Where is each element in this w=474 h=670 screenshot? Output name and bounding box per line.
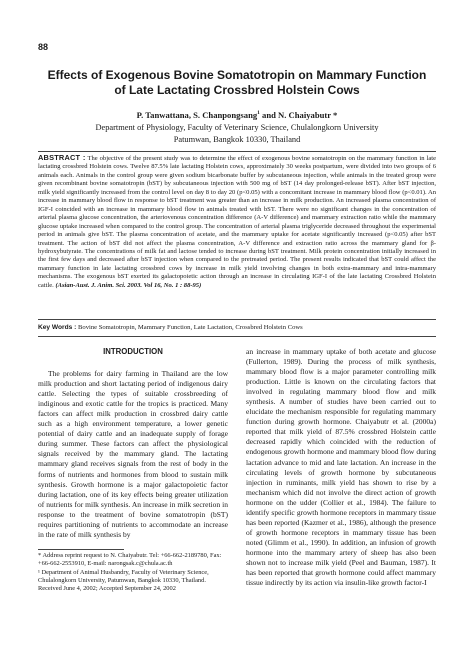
page-number: 88 (38, 42, 49, 52)
body-paragraph: an increase in mammary uptake of both acetate and glucose (Fullerton, 1989). During the process of milk synthesis, mammary blood flow is a major parameter controlling milk production. Little is known on the circulating factors that involved in regulating mammary blood flow and milk synthesis. A number of studies have been carried out to elucidate the mechanism responsible for regulating mammary function during growth hormone. Chaiyabutr et al. (2000a) reported that milk yield of 87.5% crossbred Holstein cattle decreased rapidly which coincided with the reduction of endogenous growth hormone and mammary blood flow during lactation advance to mid and late lactation. An increase in the circulating levels of growth hormone by subcutaneous injection in ruminants, milk yield has shown to rise by a mechanism which did not involve the direct action of growth hormone on the udder (Collier et al., 1984). The failure to identify specific growth hormone receptors in mammary tissue has been reported (Kazmer et al., 1986), although the presence of growth hormone receptors in mammary tissue has been noted (Glimm et al., 1990). In addition, an infusion of growth hormone into the mammary artery of sheep has also been shown not to increase milk yield (Peel and Bauman, 1987). It has been reported that growth hormone could affect mammary tissue indirectly by its action via insulin-like growth factor-I (246, 347, 436, 588)
footnote-received: Received June 4, 2002; Accepted September 24, 2002 (38, 585, 176, 593)
abstract (38, 154, 436, 290)
keywords-bottom-rule (38, 336, 436, 337)
footnote-address: * Address reprint request to N. Chaiyabutr. Tel: +66-662-2189780, Fax: +66-662-2553910, E-mail: narongsak.c@chula.ac.th (38, 552, 222, 568)
authors-tail: and N. Chaiyabutr * (259, 110, 338, 120)
authors-names: P. Tanwattana, S. Chanpongsang (136, 110, 258, 120)
affiliation-line-1: Department of Physiology, Faculty of Veterinary Science, Chulalongkorn University (95, 123, 379, 132)
keywords (38, 324, 436, 331)
right-column (246, 347, 436, 588)
abstract-text: The objective of the present study was to determine the effect of exogenous bovine somatotropin on the mammary function in late lactating crossbred Holstein cows. Twelve 87.5% late lactating Holstein cows, approximately 30 weeks postpartum, were divided into two groups of 6 animals each. Animals in the control group were given sodium bicarbonate buffer by subcutaneous injection, while animals in the treated group were given recombinant bovine somatotropin (bST) by subcutaneous injection with 500 mg of bST (14 day prolonged-release bST). After bST injection, milk yield significantly increased from the control level on day 8 to day 20 (p<0.05) with a concomitant increase in mammary blood flow (p<0.01). An increase in mammary blood flow in response to bST treatment was greater than an increase in milk production. An increased plasma concentration of IGF-I coincided with an increase in mammary blood flow in animals treated with bST. There were no significant changes in the concentration of arterial plasma glucose concentration, the arteriovenous concentration difference (A-V difference) and mammary extraction ratio while the mammary glucose uptake increased when compared to the control group. The concentration of arterial plasma triglyceride decreased throughout the experimental period in animals give bST. The plasma concentration of acetate, and the mammary uptake for acetate significantly increased (p<0.05) after bST treatment. The action of bST did not affect the plasma concentration, A-V difference and extraction ratio across the mammary gland for β-hydroxybutyrate. The concentrations of milk fat and lactose tended to increase during bST treatment. Milk protein concentration initially increased in the first few days and decreased after bST injection when compared to the pretreated period. The present results indicated that bST could affect the mammary function in late lactating crossbred cows by increase in milk yield involving changes in both extra-mammary and intra-mammary mechanisms. The exogenous bST exerted its galactopoietic action through an increase in circulating IGF-I of the late lactating Crossbred Holstein cattle. (38, 155, 436, 289)
affiliation (40, 122, 434, 145)
keywords-top-rule (38, 319, 436, 320)
footnote-affiliation: ¹ Department of Animal Husbandry, Faculty of Veterinary Science, Chulalongkorn University, Patumwan, Bangkok 10330, Thailand. (38, 568, 209, 584)
abstract-top-rule (38, 151, 436, 152)
introduction-heading: INTRODUCTION (103, 347, 163, 356)
title-line-2: of Late Lactating Crossbred Holstein Cows (114, 83, 360, 97)
keywords-label: Key Words : (38, 324, 77, 331)
footnotes (38, 552, 230, 593)
footnote-rule (38, 549, 124, 550)
authors (40, 110, 434, 120)
affiliation-line-2: Patumwan, Bangkok 10330, Thailand (173, 134, 301, 144)
introduction-paragraph: The problems for dairy farming in Thailand are the low milk production and short lactating period of indigenous dairy cattle. Selecting the types of suitable crossbreeding of indiginous and exotic cattle for the tropics is practiced. Many factors can affect milk production in crossbred dairy cattle such as a high environment temperature, a lower genetic potential of dairy cattle and an inadequate supply of forage during summer. These factors can affect the physiological signals received by the mammary gland. The lactating mammary gland receives signals from the rest of body in the forms of nutrients and hormones from blood to sustain milk synthesis. Growth hormone is a major galactopoietic factor during lactation, one of its key effects being greater utilization of nutrients for milk synthesis. An increase in milk secretion in response to the treatment of bovine somatotropin (bST) requires partitioning of nutrients to accommodate an increase in the rate of milk synthesis by (38, 369, 228, 539)
keywords-text: Bovine Somatotropin, Mammary Function, Late Lactation, Crossbred Holstein Cows (78, 324, 303, 331)
abstract-citation: (Asian-Aust. J. Anim. Sci. 2003. Vol 16, No. 1 : 88-95) (55, 281, 202, 289)
title-line-1: Effects of Exogenous Bovine Somatotropin on Mammary Function (47, 68, 427, 82)
left-column (38, 347, 228, 540)
authors-superscript: 1 (257, 110, 260, 117)
paper-title (40, 68, 434, 98)
abstract-label: ABSTRACT : (38, 153, 86, 162)
